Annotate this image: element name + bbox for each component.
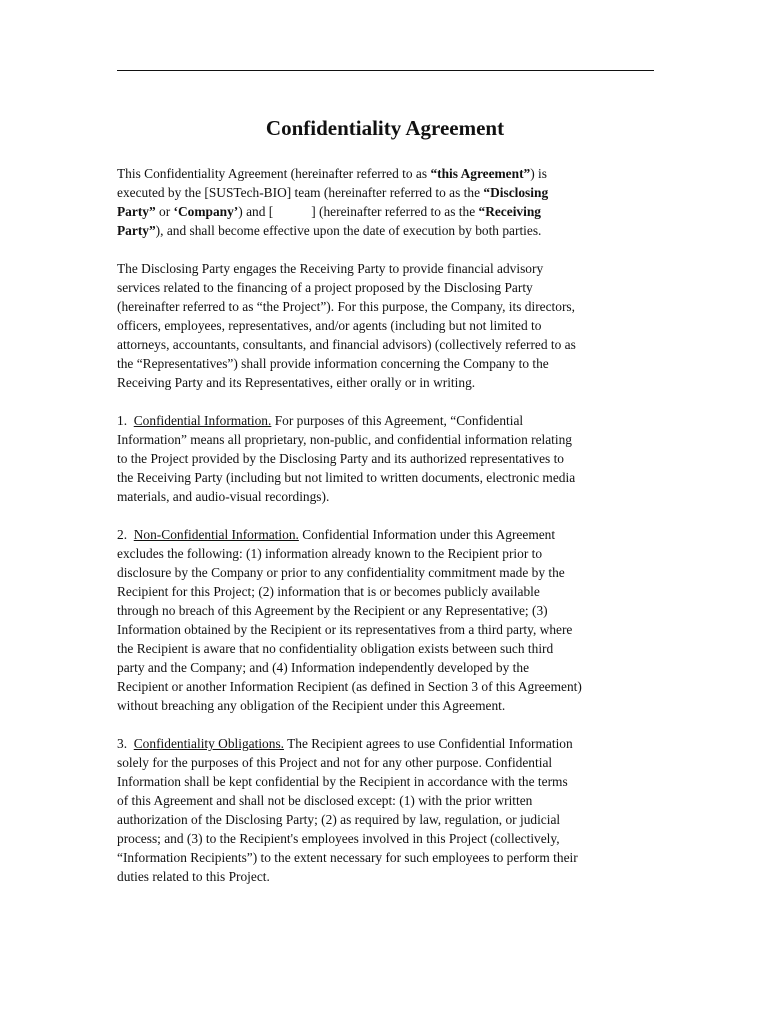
paragraph-line: the “Representatives”) shall provide information concerning the Company to the (117, 356, 549, 371)
section-heading: Confidential Information. (133, 413, 272, 428)
document-body (117, 164, 662, 905)
text-run: For purposes of this Agreement, “Confidential (271, 413, 524, 428)
paragraph-line: attorneys, accountants, consultants, and financial advisors) (collectively referred to as (117, 337, 576, 352)
top-rule (117, 70, 654, 71)
section-confidentiality-obligations (117, 734, 662, 886)
section-heading-line (117, 734, 662, 753)
text-run: Confidential Information under this Agreement (298, 527, 556, 542)
text-run: ) is (530, 166, 547, 181)
section-heading: Non-Confidential Information. (133, 527, 299, 542)
paragraph-line: solely for the purposes of this Project and not for any other purpose. Confidential (117, 755, 553, 770)
section-number: 3. (117, 736, 134, 751)
intro-line (117, 164, 662, 183)
paragraph-line: materials, and audio-visual recordings). (117, 489, 330, 504)
defined-term: “Receiving (478, 204, 541, 219)
text-run: ), and shall become effective upon the date of execution by both parties. (155, 223, 542, 238)
paragraph-line: of this Agreement and shall not be disclosed except: (1) with the prior written (117, 793, 533, 808)
paragraph-line: Recipient or another Information Recipient (as defined in Section 3 of this Agreement) (117, 679, 582, 694)
paragraph-line: without breaching any obligation of the Recipient under this Agreement. (117, 698, 506, 713)
defined-term: “Disclosing (483, 185, 549, 200)
section-number: 1. (117, 413, 134, 428)
section-heading-line (117, 411, 662, 430)
section-confidential-information (117, 411, 662, 506)
document-title: Confidentiality Agreement (265, 116, 505, 140)
intro-line (117, 221, 662, 240)
paragraph-line: The Disclosing Party engages the Receiving Party to provide financial advisory (117, 261, 544, 276)
text-run: This Confidentiality Agreement (hereinafter referred to as (117, 166, 431, 181)
paragraph-line: (hereinafter referred to as “the Project”). For this purpose, the Company, its directors, (117, 299, 575, 314)
paragraph-line: excludes the following: (1) information already known to the Recipient prior to (117, 546, 543, 561)
text-run: or (155, 204, 174, 219)
intro-paragraph (117, 164, 662, 240)
paragraph-line: Information obtained by the Recipient or its representatives from a third party, where (117, 622, 573, 637)
text-run: ) and [ (238, 204, 274, 219)
section-number: 2. (117, 527, 134, 542)
defined-term: “this Agreement” (430, 166, 531, 181)
intro-line (117, 202, 662, 221)
paragraph-line: party and the Company; and (4) Information independently developed by the (117, 660, 530, 675)
paragraph-line: Information shall be kept confidential by the Recipient in accordance with the terms (117, 774, 568, 789)
paragraph-line: Receiving Party and its Representatives, either orally or in writing. (117, 375, 476, 390)
text-run: ] (hereinafter referred to as the (311, 204, 479, 219)
paragraph-line: authorization of the Disclosing Party; (2) as required by law, regulation, or judicial (117, 812, 561, 827)
text-run: executed by the [SUSTech-BIO] team (hereinafter referred to as the (117, 185, 484, 200)
paragraph-line: process; and (3) to the Recipient's employees involved in this Project (collectively, (117, 831, 560, 846)
paragraph-line: the Receiving Party (including but not limited to written documents, electronic media (117, 470, 576, 485)
paragraph-line: through no breach of this Agreement by the Recipient or any Representative; (3) (117, 603, 548, 618)
paragraph-line: disclosure by the Company or prior to any confidentiality commitment made by the (117, 565, 565, 580)
engagement-paragraph (117, 259, 662, 392)
paragraph-line: Recipient for this Project; (2) information that is or becomes publicly available (117, 584, 540, 599)
paragraph-line: duties related to this Project. (117, 869, 270, 884)
defined-term: Party” (117, 223, 156, 238)
paragraph-line: to the Project provided by the Disclosing Party and its authorized representatives to (117, 451, 564, 466)
defined-term: ‘Company’ (173, 204, 239, 219)
section-heading: Confidentiality Obligations. (133, 736, 285, 751)
paragraph-line: services related to the financing of a project proposed by the Disclosing Party (117, 280, 533, 295)
defined-term: Party” (117, 204, 156, 219)
intro-line (117, 183, 662, 202)
section-heading-line (117, 525, 662, 544)
paragraph-line: “Information Recipients”) to the extent necessary for such employees to perform their (117, 850, 578, 865)
text-run: The Recipient agrees to use Confidential Information (284, 736, 573, 751)
paragraph-line: the Recipient is aware that no confidentiality obligation exists between such third (117, 641, 554, 656)
section-non-confidential-information (117, 525, 662, 715)
paragraph-line: officers, employees, representatives, and/or agents (including but not limited to (117, 318, 542, 333)
paragraph-line: Information” means all proprietary, non-public, and confidential information relating (117, 432, 573, 447)
